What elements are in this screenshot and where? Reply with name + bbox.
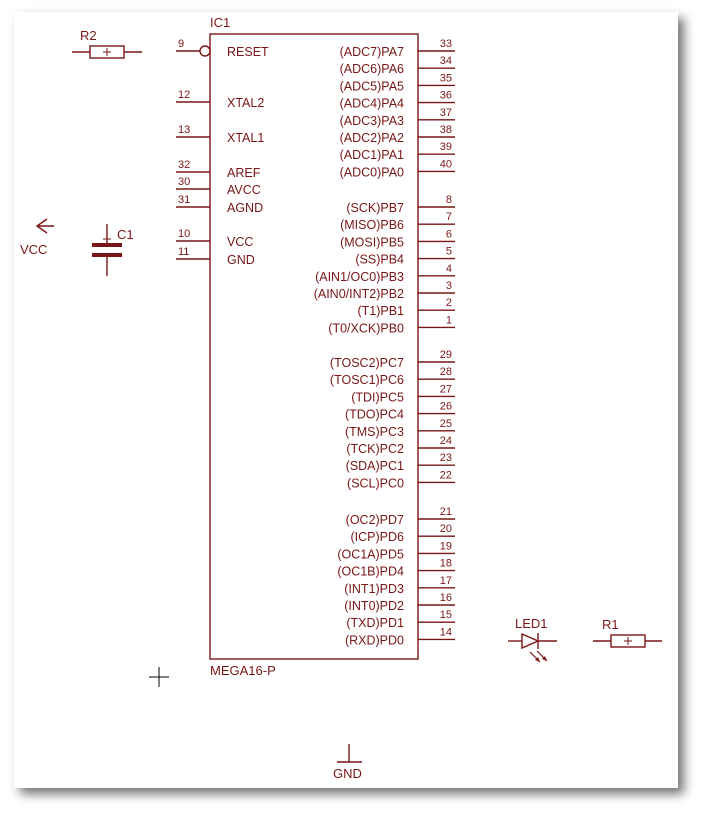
- pin-number: 19: [439, 540, 452, 553]
- pin-name: (T0/XCK)PB0: [328, 321, 404, 336]
- pin-name: (SCK)PB7: [346, 201, 404, 215]
- pin-number: 36: [439, 89, 452, 102]
- pin-number: 23: [439, 452, 452, 465]
- pin-name: (OC1B)PD4: [337, 564, 404, 579]
- pin-name: (MOSI)PB5: [340, 235, 404, 250]
- pin-name: XTAL1: [227, 131, 265, 145]
- ic-reference: IC1: [210, 15, 231, 30]
- pin-name: AVCC: [227, 183, 261, 197]
- pin-number: 16: [439, 592, 452, 604]
- pin-number: 33: [439, 38, 452, 50]
- gnd-label: GND: [333, 766, 362, 781]
- pin-number: 13: [178, 124, 191, 136]
- ic-left-pins: [176, 38, 269, 267]
- pin-number: 20: [439, 523, 452, 536]
- vcc-supply-symbol[interactable]: [37, 219, 54, 233]
- pin-name: (ADC4)PA4: [339, 96, 404, 111]
- pin-number: 4: [445, 262, 452, 275]
- pin-name: (INT0)PD2: [344, 599, 404, 613]
- pin-name: (TDI)PC5: [351, 390, 404, 405]
- pin-number: 2: [445, 297, 452, 310]
- ic-pin-left[interactable]: [176, 194, 263, 215]
- pin-name: GND: [227, 253, 255, 267]
- pin-name: (TXD)PD1: [346, 616, 404, 631]
- pin-number: 25: [439, 417, 452, 430]
- ic-pin-right[interactable]: [346, 506, 455, 527]
- pin-name: (ADC0)PA0: [339, 165, 404, 180]
- resistor-r2[interactable]: [72, 46, 142, 58]
- pin-number: 12: [178, 89, 191, 101]
- pin-name: (TOSC2)PC7: [329, 356, 404, 370]
- pin-name: (SDA)PC1: [345, 459, 404, 474]
- pin-number: 8: [445, 194, 452, 206]
- pin-number: 11: [178, 246, 190, 258]
- pin-name: (OC1A)PD5: [337, 547, 404, 562]
- schematic-sheet: [14, 12, 678, 788]
- pin-name: XTAL2: [227, 96, 265, 110]
- pin-number: 15: [439, 609, 452, 622]
- pin-name: RESET: [227, 45, 269, 59]
- pin-number: 38: [439, 124, 452, 136]
- pin-name: (T1)PB1: [357, 304, 404, 319]
- c1-label: C1: [117, 227, 134, 242]
- pin-number: 34: [439, 55, 452, 68]
- ic-part-name: MEGA16-P: [210, 663, 276, 678]
- ic-pin-right[interactable]: [346, 194, 455, 215]
- pin-number: 35: [439, 72, 452, 85]
- gnd-supply-symbol[interactable]: [337, 744, 362, 762]
- pin-number: 22: [439, 469, 452, 482]
- schematic-canvas: [14, 12, 678, 788]
- pin-number: 5: [445, 245, 452, 258]
- ic-pin-right[interactable]: [340, 38, 455, 59]
- pin-number: 9: [178, 38, 185, 50]
- pin-name: (AIN0/INT2)PB2: [313, 287, 404, 301]
- pin-name: (AIN1/OC0)PB3: [315, 269, 404, 284]
- ic-pin-right[interactable]: [330, 349, 455, 370]
- pin-name: (TMS)PC3: [344, 424, 404, 439]
- pin-name: (ADC3)PA3: [339, 113, 404, 128]
- resistor-r1[interactable]: [593, 635, 662, 647]
- pin-number: 32: [178, 159, 191, 171]
- led-led1[interactable]: [508, 633, 557, 662]
- pin-number: 1: [445, 314, 452, 327]
- pin-name: (TCK)PC2: [346, 442, 404, 456]
- ic-pin-left[interactable]: [176, 124, 264, 145]
- ic-right-pins: [314, 38, 455, 647]
- pin-name: (MISO)PB6: [340, 218, 404, 233]
- pin-number: 18: [439, 557, 452, 570]
- pin-number: 29: [439, 349, 452, 361]
- ic-pin-left[interactable]: [176, 38, 269, 59]
- pin-number: 6: [445, 228, 452, 241]
- pin-number: 7: [445, 211, 452, 224]
- pin-number: 37: [439, 106, 452, 119]
- pin-number: 10: [178, 228, 191, 240]
- pin-number: 40: [439, 158, 452, 171]
- led1-label: LED1: [515, 616, 548, 631]
- pin-number: 17: [439, 574, 452, 587]
- pin-number: 30: [178, 176, 191, 188]
- pin-name: (ADC1)PA1: [339, 148, 404, 163]
- pin-name: AGND: [227, 201, 264, 215]
- pin-name: (ICP)PD6: [350, 530, 404, 545]
- origin-cross: [149, 667, 169, 687]
- pin-name: (TDO)PC4: [344, 407, 404, 422]
- pin-name: (ADC5)PA5: [339, 79, 404, 94]
- pin-number: 39: [439, 141, 452, 154]
- pin-number: 21: [439, 506, 452, 518]
- ic-pin-left[interactable]: [176, 246, 255, 267]
- pin-name: (OC2)PD7: [345, 513, 404, 527]
- pin-number: 28: [439, 366, 452, 379]
- pin-name: (ADC6)PA6: [339, 62, 404, 77]
- pin-number: 3: [445, 280, 452, 292]
- pin-name: (ADC7)PA7: [339, 45, 404, 59]
- pin-name: (SS)PB4: [355, 252, 404, 267]
- pin-name: (INT1)PD3: [344, 581, 404, 596]
- pin-name: AREF: [227, 166, 261, 180]
- pin-number: 26: [439, 400, 452, 413]
- ic-pin-left[interactable]: [176, 89, 264, 110]
- pin-number: 27: [439, 383, 452, 396]
- pin-name: (RXD)PD0: [344, 633, 404, 648]
- pin-name: (TOSC1)PC6: [329, 373, 404, 388]
- pin-name: (ADC2)PA2: [339, 131, 404, 145]
- pin-number: 31: [178, 194, 191, 206]
- r1-label: R1: [602, 617, 619, 632]
- r2-label: R2: [80, 28, 97, 43]
- vcc-label: VCC: [20, 242, 48, 257]
- pin-number: 14: [439, 626, 452, 639]
- pin-number: 24: [439, 435, 452, 447]
- pin-name: VCC: [227, 235, 254, 249]
- pin-name: (SCL)PC0: [347, 476, 404, 491]
